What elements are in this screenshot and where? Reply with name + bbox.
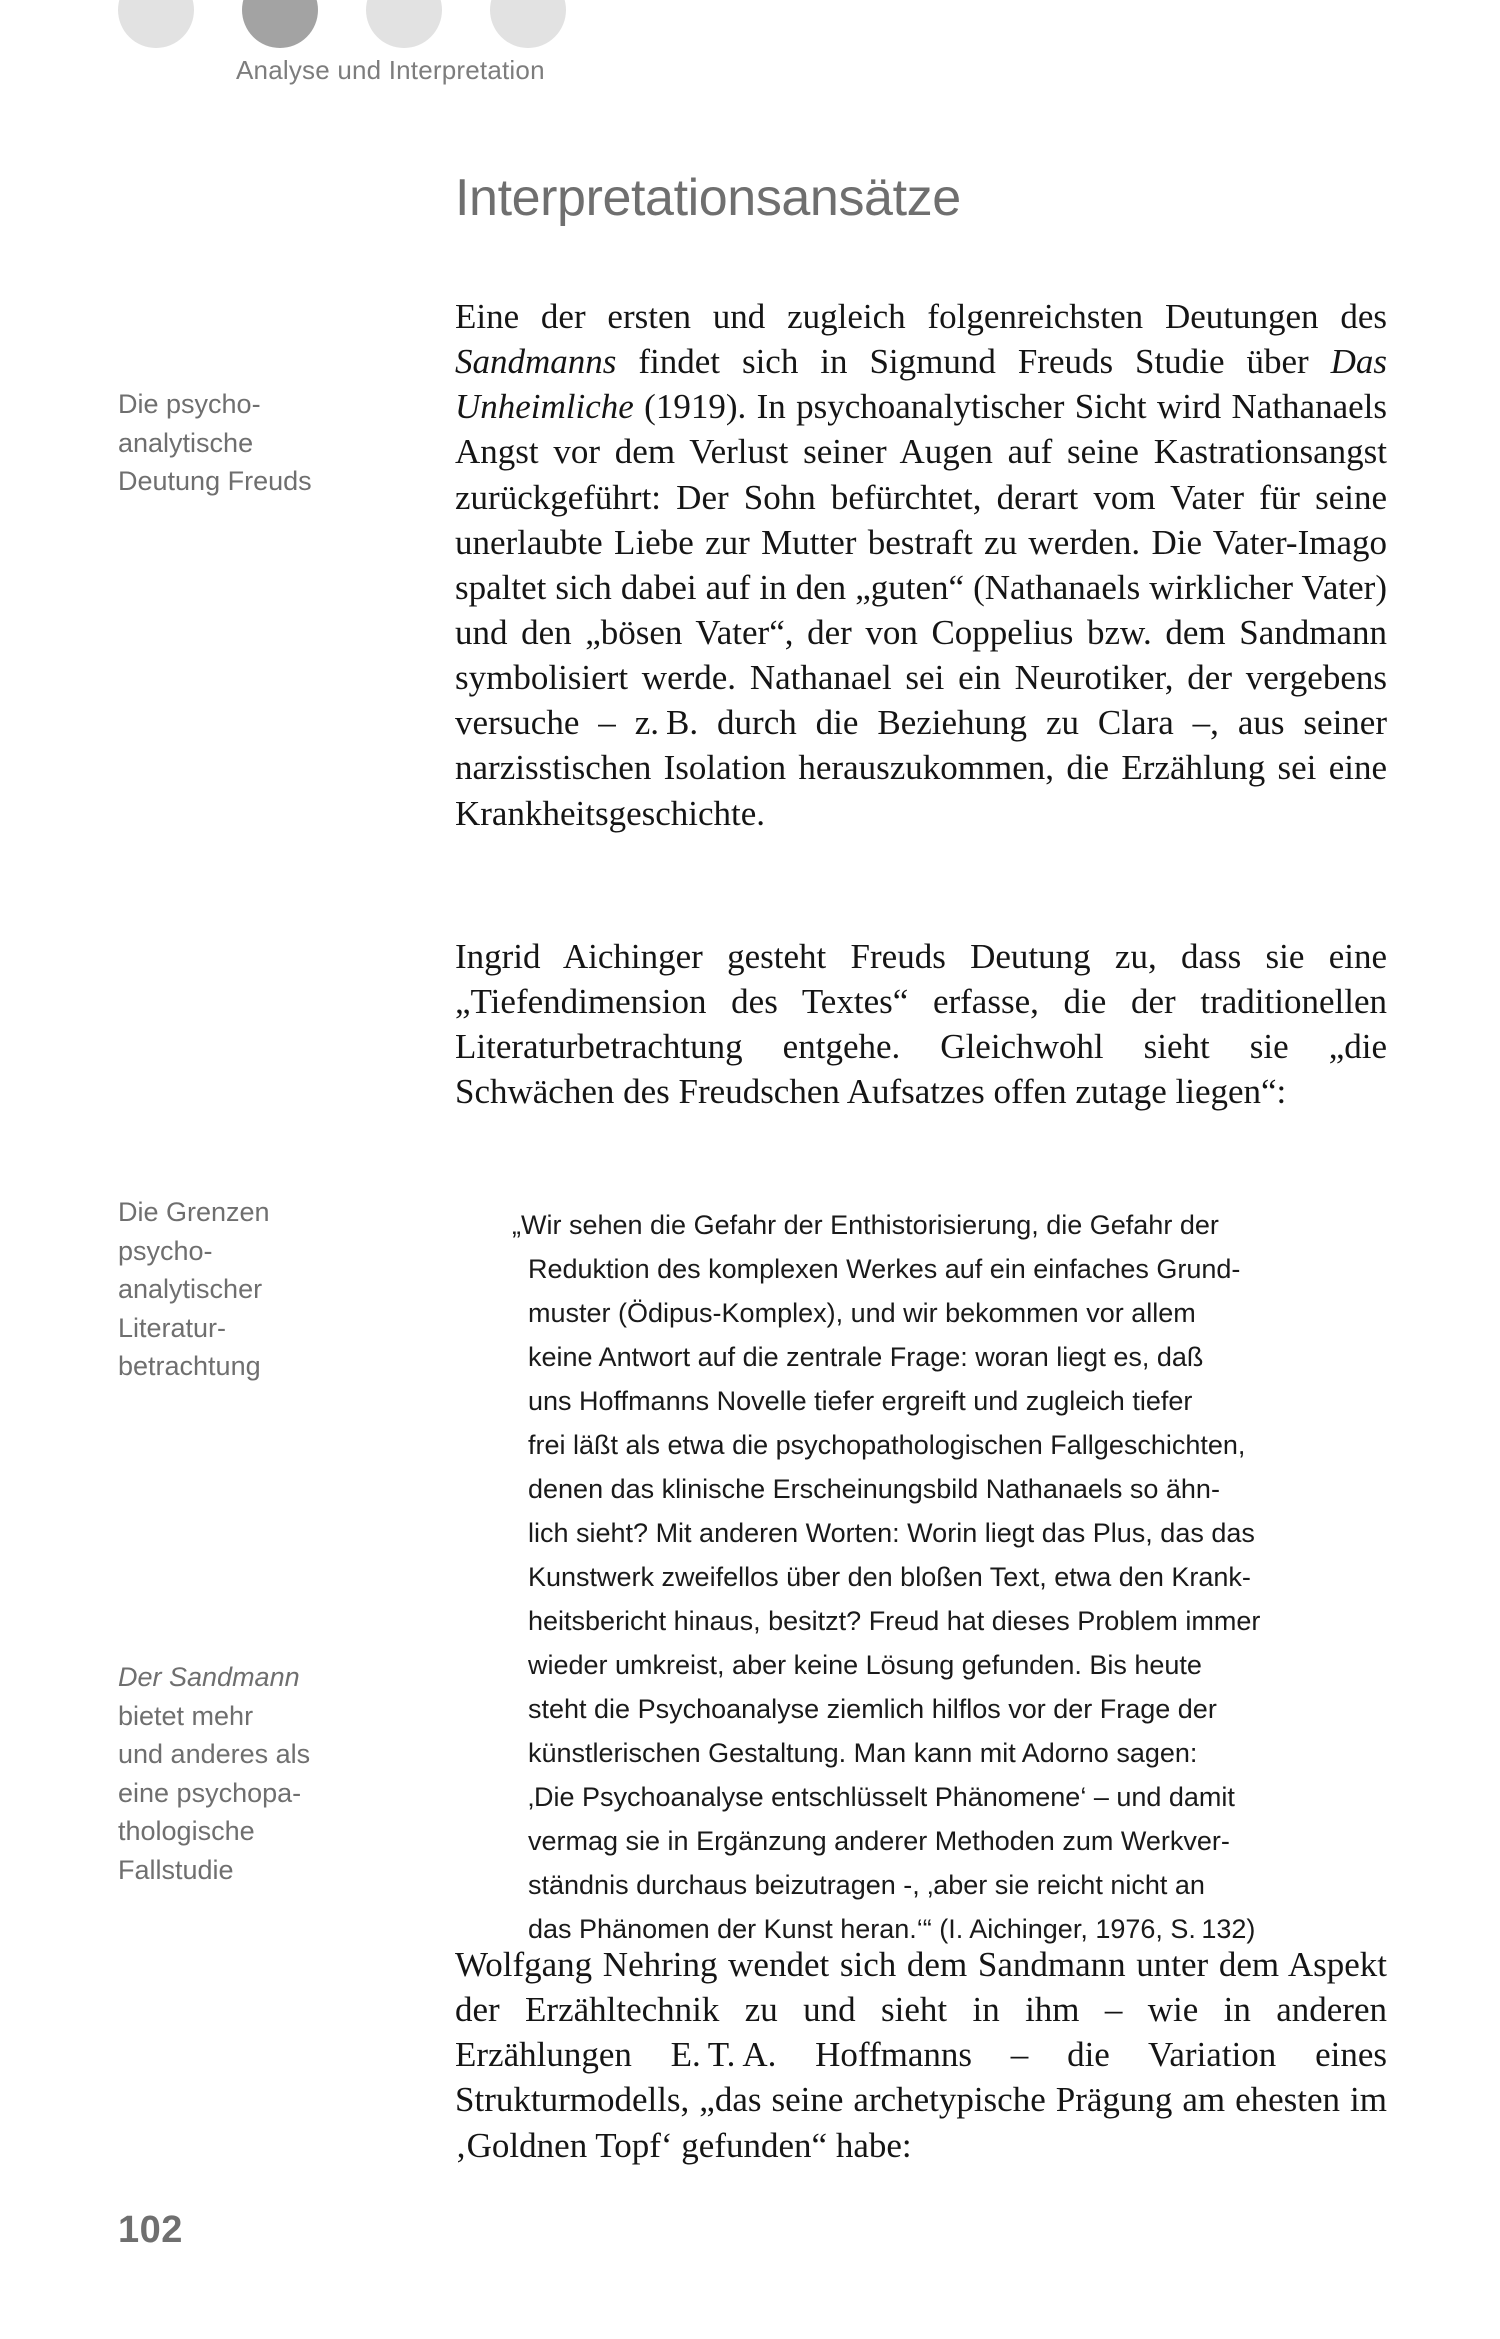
margin-note-line: Deutung Freuds [118,466,312,497]
margin-note-line: Die Grenzen [118,1197,270,1227]
block-quote-aichinger [512,1203,1408,1951]
margin-note-line: analytische [118,427,254,458]
margin-note-line-italic: Der Sandmann [118,1662,300,1692]
paragraph-aichinger-critique [455,934,1387,1115]
quote-line: Kunstwerk zweifellos über den bloßen Text, etwa den Krank- [528,1562,1251,1592]
chapter-dot-3 [366,0,442,48]
par1-italic-sandmanns: Sandmanns [455,342,617,382]
par1-segment-2: findet sich in Sigmund Freuds Studie über [616,342,1331,382]
quote-line: vermag sie in Ergänzung anderer Methoden zum Werkver- [528,1826,1230,1856]
margin-note-line: betrachtung [118,1351,261,1382]
quote-line: heitsbericht hinaus, besitzt? Freud hat dieses Problem immer [528,1606,1261,1636]
margin-note-line: bietet mehr [118,1700,254,1731]
quote-line-citation: das Phänomen der Kunst heran.‘“ (I. Aichinger, 1976, S. 132) [528,1914,1256,1944]
par1-italic-das-unheimliche: Das Unheimliche [455,342,1387,427]
running-header: Analyse und Interpretation [236,55,545,85]
paragraph-freud-interpretation [455,294,1387,836]
margin-note-line: analytischer [118,1274,263,1305]
margin-note-psychoanalytic-reading [118,385,408,501]
quote-line: künstlerischen Gestaltung. Man kann mit Adorno sagen: [528,1738,1198,1768]
quote-line: Reduktion des komplexen Werkes auf ein einfaches Grund- [528,1254,1241,1284]
margin-note-limits-of-psychoanalysis [118,1193,408,1386]
chapter-dot-4 [490,0,566,48]
quote-line: wieder umkreist, aber keine Lösung gefunden. Bis heute [528,1650,1202,1680]
chapter-dots [118,0,566,48]
margin-note-line: Die psycho- [118,389,261,419]
par1-segment-3: (1919). In psychoanalytischer Sicht wird Nathanaels Angst vor dem Verlust seiner Augen auf seine Kastrationsangst zurückgeführt: Der Sohn befürchtet, derart vom Vater für seine unerlaubte Liebe zur Mutter bestraft zu werden. Die Vater-Imago spaltet sich dabei auf in den „guten“ (Nathanaels wirklicher Vater) und den „bösen Vater“, der von Coppelius bzw. dem Sandmann symbolisiert werde. Nathanael sei ein Neurotiker, der vergebens versuche – z. B. durch die Beziehung zu Clara –, aus seiner narzisstischen Isolation herauszukommen, die Erzählung sei eine Krankheitsgeschichte. [455,387,1387,833]
quote-line: steht die Psychoanalyse ziemlich hilflos vor der Frage der [528,1694,1217,1724]
margin-note-sandmann-more-than-case-study [118,1658,408,1890]
page-number: 102 [118,2209,183,2251]
margin-note-line: Fallstudie [118,1855,234,1886]
page-title: Interpretationsansätze [455,169,961,227]
quote-line: ‚Die Psychoanalyse entschlüsselt Phänomene‘ – und damit [528,1782,1235,1812]
quote-line: „Wir sehen die Gefahr der Enthistorisierung, die Gefahr der [512,1210,1219,1240]
quote-line: keine Antwort auf die zentrale Frage: woran liegt es, daß [528,1342,1204,1372]
chapter-dot-1 [118,0,194,48]
margin-note-line: psycho- [118,1235,213,1266]
margin-note-line: Literatur- [118,1312,227,1343]
chapter-dot-2 [242,0,318,48]
quote-line: muster (Ödipus-Komplex), und wir bekommen vor allem [528,1298,1196,1328]
body-paragraph [455,294,1387,836]
paragraph-nehring-narrative-technique [455,1942,1387,2168]
quote-text [512,1203,1408,1951]
margin-note-line: eine psychopa- [118,1777,302,1808]
body-paragraph: Wolfgang Nehring wendet sich dem Sandmann unter dem Aspekt der Erzähltechnik zu und sieht in ihm – wie in anderen Erzählungen E. T. A. Hoffmanns – die Variation eines Strukturmodells, „das seine archetypische Prägung am ehesten im ‚Goldnen Topf‘ gefunden“ habe: [455,1945,1387,2165]
quote-line: ständnis durchaus beizutragen -, ‚aber sie reicht nicht an [528,1870,1205,1900]
par1-segment-1: Eine der ersten und zugleich folgenreichsten Deutungen des [455,297,1387,336]
quote-line: lich sieht? Mit anderen Worten: Worin liegt das Plus, das das [528,1518,1255,1548]
quote-line: uns Hoffmanns Novelle tiefer ergreift und zugleich tiefer [528,1386,1193,1416]
quote-line: denen das klinische Erscheinungsbild Nathanaels so ähn- [528,1474,1220,1504]
quote-line: frei läßt als etwa die psychopathologischen Fallgeschichten, [528,1430,1246,1460]
margin-note-line: und anderes als [118,1739,311,1770]
margin-note-line: thologische [118,1816,255,1847]
body-paragraph: Ingrid Aichinger gesteht Freuds Deutung zu, dass sie eine „Tiefendimension des Textes“ erfasse, die der traditionellen Literaturbetrachtung entgehe. Gleichwohl sieht sie „die Schwächen des Freudschen Aufsatzes offen zutage liegen“: [455,937,1387,1112]
